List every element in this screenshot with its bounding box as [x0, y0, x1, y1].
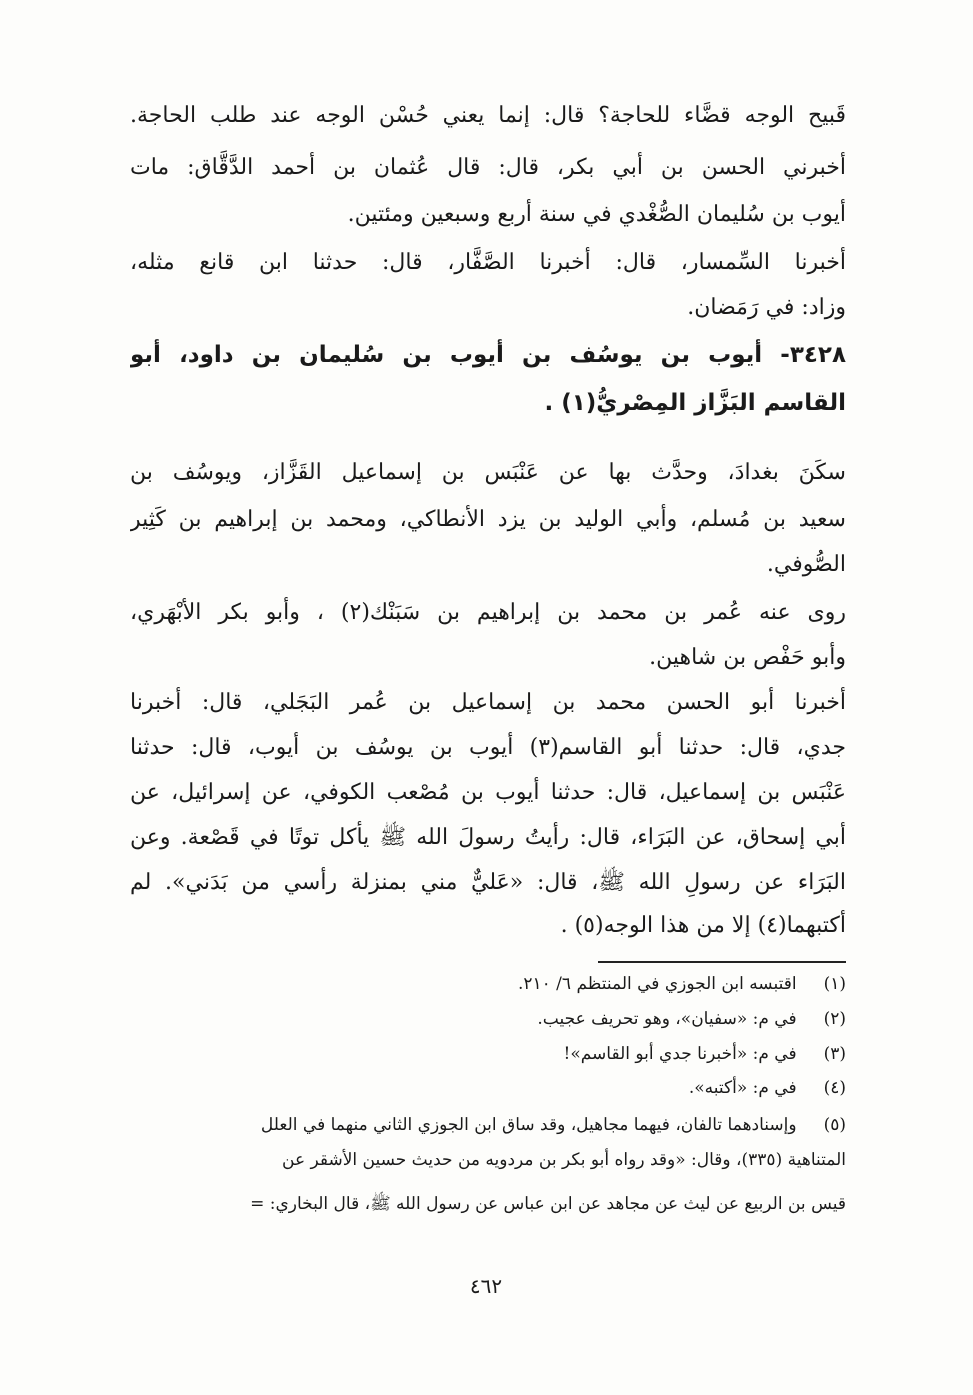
footnote-text: وإسنادهما تالفان، فيهما مجاهيل، وقد ساق ابن الجوزي الثاني منهما في العلل: [260, 1115, 797, 1135]
footnote-number: (٤): [823, 1078, 846, 1098]
text-line-1: قَبيح الوجه قضَّاء للحاجة؟ قال: إنما يعني حُسْن الوجه عند طلب الحاجة.: [130, 103, 846, 128]
text-line-10: الصُّوفي.: [766, 552, 846, 577]
text-line-8: سكَنَ بغدادَ، وحدَّث بها عن عَنْبَس بن إسماعيل القَزَّاز، ويوسُف بن: [130, 460, 846, 485]
footnote-5-continuation-1: المتناهية (٣٣٥)، وقال: «وقد رواه أبو بكر بن مردويه من حديث حسين الأشقر عن: [282, 1150, 846, 1170]
footnote-number: (٢): [823, 1009, 846, 1029]
text-line-12: وأبو حَفْص بن شاهين.: [649, 645, 846, 670]
footnote-2: [130, 1002, 846, 1036]
footnote-text: في م: «أكتبه».: [688, 1078, 797, 1098]
text-line-9: سعيد بن مُسلم، وأبي الوليد بن يزد الأنطاكي، ومحمد بن إبراهيم بن كَثِير: [130, 507, 846, 532]
footnote-number: (٥): [823, 1115, 846, 1135]
footnote-5: [130, 1108, 846, 1142]
text-line-17: البَرَاء عن رسولِ الله ﷺ، قال: «عَليٌّ مني بمنزلة رأسي من بَدَني». لم: [130, 870, 846, 895]
footnote-separator: [598, 961, 846, 963]
text-line-18: أكتبهما(٤) إلا من هذا الوجه(٥) .: [560, 913, 846, 938]
text-line-16: أبي إسحاق، عن البَرَاء، قال: رأيتُ رسولَ الله ﷺ يأكل توتًا في قَصْعة. وعن: [130, 825, 846, 850]
text-line-13: أخبرنا أبو الحسن محمد بن إسماعيل بن عُمر البَجَلي، قال: أخبرنا: [130, 690, 846, 715]
page-number: ٤٦٢: [469, 1274, 503, 1298]
footnote-1: [130, 967, 846, 1001]
entry-heading-line-1: ٣٤٢٨- أيوب بن يوسُف بن أيوب بن سُليمان بن داود، أبو: [130, 342, 846, 368]
text-line-14: جدي، قال: حدثنا أبو القاسم(٣) أيوب بن يوسُف بن أيوب، قال: حدثنا: [130, 735, 846, 760]
text-line-4: أخبرنا السِّمسار، قال: أخبرنا الصَّفَّار، قال: حدثنا ابن قانع مثله،: [130, 250, 846, 275]
footnote-text: في م: «سفيان»، وهو تحريف عجيب.: [537, 1009, 797, 1029]
footnote-number: (١): [823, 974, 846, 994]
footnote-text: اقتبسه ابن الجوزي في المنتظم ٦/ ٢١٠.: [517, 974, 797, 994]
text-line-11: روى عنه عُمر بن محمد بن إبراهيم بن سَبَنْك(٢) ، وأبو بكر الأبْهَري،: [130, 600, 846, 625]
footnote-5-continuation-2: قيس بن الربيع عن ليث عن مجاهد عن ابن عباس عن رسول الله ﷺ، قال البخاري: =: [250, 1194, 846, 1214]
footnote-3: [130, 1037, 846, 1071]
text-line-5: وزاد: في رَمَضان.: [687, 295, 846, 320]
text-line-15: عَنْبَس بن إسماعيل، قال: حدثنا أيوب بن مُصْعب الكوفي، عن إسرائيل، عن: [130, 780, 846, 805]
footnote-text: في م: «أخبرنا جدي أبو القاسم»!: [563, 1044, 797, 1064]
entry-heading-line-2: القاسم البَزَّاز المِصْريُّ(١) .: [544, 390, 846, 416]
footnote-4: [130, 1071, 846, 1105]
footnote-number: (٣): [823, 1044, 846, 1064]
text-line-3: أيوب بن سُليمان الصُّغْدي في سنة أربع وسبعين ومئتين.: [347, 202, 846, 227]
text-line-2: أخبرني الحسن بن أبي بكر، قال: قال عُثمان بن أحمد الدَّقَّاق: مات: [130, 155, 846, 180]
